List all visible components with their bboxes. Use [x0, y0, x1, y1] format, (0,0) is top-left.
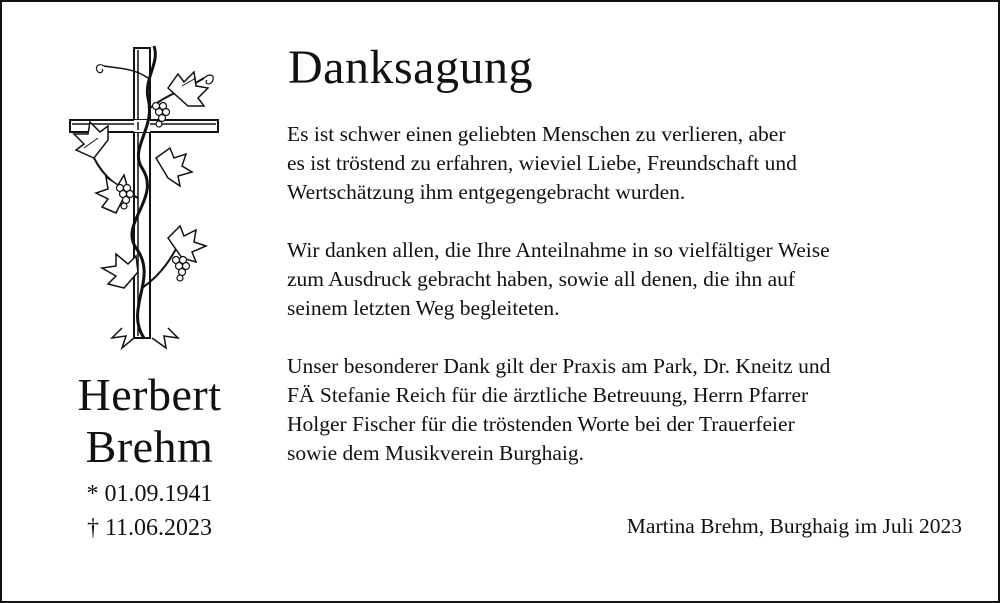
paragraph-thanks-all	[287, 236, 987, 323]
deceased-last-name: Brehm	[85, 421, 214, 472]
paragraph-line: es ist tröstend zu erfahren, wieviel Liebe, Freundschaft und	[287, 151, 797, 175]
signature: Martina Brehm, Burghaig im Juli 2023	[626, 514, 962, 538]
paragraph-line: seinem letzten Weg begleiteten.	[287, 296, 560, 320]
paragraph-condolence	[287, 120, 987, 207]
death-date: † 11.06.2023	[86, 515, 213, 541]
paragraph-line: Unser besonderer Dank gilt der Praxis am Park, Dr. Kneitz und	[287, 354, 831, 378]
paragraph-line: Holger Fischer für die tröstenden Worte bei der Trauerfeier	[287, 412, 795, 436]
paragraph-line: Es ist schwer einen geliebten Menschen zu verlieren, aber	[287, 122, 786, 146]
birth-date: * 01.09.1941	[86, 481, 213, 507]
paragraph-line: Wertschätzung ihm entgegengebracht wurden.	[287, 180, 686, 204]
cross-with-grapevine-icon	[64, 38, 224, 368]
paragraph-line: Wir danken allen, die Ihre Anteilnahme in so vielfältiger Weise	[287, 238, 830, 262]
notice-title: Danksagung	[288, 41, 533, 94]
paragraph-line: sowie dem Musikverein Burghaig.	[287, 441, 584, 465]
paragraph-line: zum Ausdruck gebracht haben, sowie all denen, die ihn auf	[287, 267, 796, 291]
paragraph-line: FÄ Stefanie Reich für die ärztliche Betreuung, Herrn Pfarrer	[287, 383, 809, 407]
deceased-first-name: Herbert	[77, 369, 222, 420]
paragraph-special-thanks	[287, 352, 987, 468]
